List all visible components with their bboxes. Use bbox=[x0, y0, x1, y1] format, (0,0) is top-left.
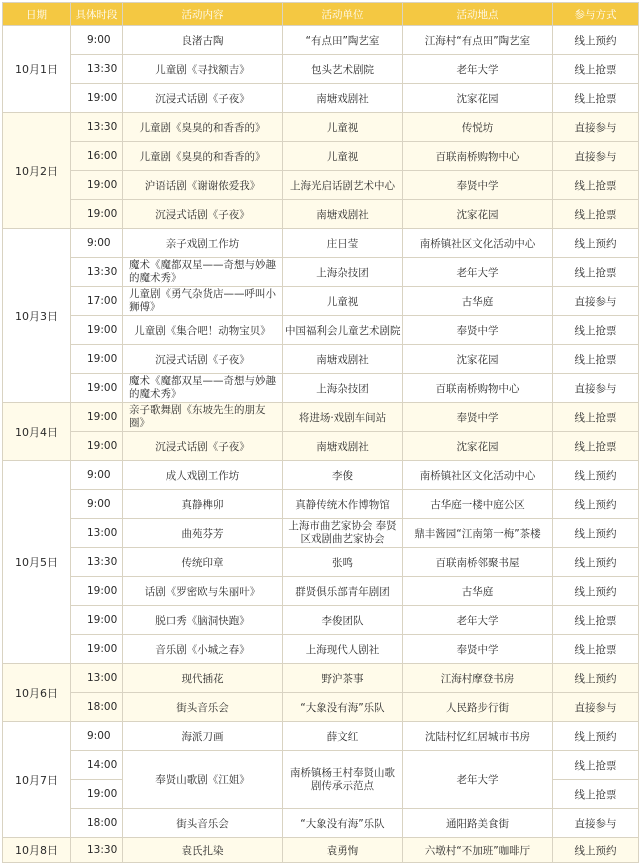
date-cell: 10月3日 bbox=[3, 229, 71, 403]
table-row bbox=[3, 461, 639, 490]
venue-cell: 人民路步行街 bbox=[403, 693, 553, 722]
organizer-cell: 薛文红 bbox=[283, 722, 403, 751]
participation-cell: 线上抢票 bbox=[553, 258, 639, 287]
table-row bbox=[3, 287, 639, 316]
participation-cell: 线上预约 bbox=[553, 664, 639, 693]
participation-cell: 直接参与 bbox=[553, 809, 639, 838]
organizer-cell: 野沪茶事 bbox=[283, 664, 403, 693]
participation-cell: 线上抢票 bbox=[553, 316, 639, 345]
activity-cell: 亲子歌舞剧《东坡先生的朋友圈》 bbox=[123, 403, 283, 432]
table-row bbox=[3, 200, 639, 229]
time-cell: 13:30 bbox=[71, 258, 123, 287]
organizer-cell: 真静传统木作博物馆 bbox=[283, 490, 403, 519]
organizer-cell: 群贤俱乐部青年剧团 bbox=[283, 577, 403, 606]
activity-cell: 音乐剧《小城之春》 bbox=[123, 635, 283, 664]
participation-cell: 线上预约 bbox=[553, 577, 639, 606]
table-row bbox=[3, 142, 639, 171]
activity-cell: 沪语话剧《谢谢侬爱我》 bbox=[123, 171, 283, 200]
organizer-cell: 袁勇恂 bbox=[283, 838, 403, 863]
header-time: 具体时段 bbox=[71, 3, 123, 26]
table-row bbox=[3, 84, 639, 113]
venue-cell: 老年大学 bbox=[403, 751, 553, 809]
participation-cell: 线上预约 bbox=[553, 519, 639, 548]
date-cell: 10月1日 bbox=[3, 26, 71, 113]
header-participation: 参与方式 bbox=[553, 3, 639, 26]
header-date: 日期 bbox=[3, 3, 71, 26]
participation-cell: 线上抢票 bbox=[553, 606, 639, 635]
organizer-cell: “大象没有海”乐队 bbox=[283, 693, 403, 722]
organizer-cell: “有点田”陶艺室 bbox=[283, 26, 403, 55]
time-cell: 9:00 bbox=[71, 722, 123, 751]
time-cell: 19:00 bbox=[71, 577, 123, 606]
venue-cell: 老年大学 bbox=[403, 55, 553, 84]
time-cell: 19:00 bbox=[71, 84, 123, 113]
time-cell: 19:00 bbox=[71, 345, 123, 374]
organizer-cell: 李俊团队 bbox=[283, 606, 403, 635]
time-cell: 19:00 bbox=[71, 171, 123, 200]
venue-cell: 南桥镇社区文化活动中心 bbox=[403, 461, 553, 490]
organizer-cell: 儿童视 bbox=[283, 142, 403, 171]
venue-cell: 江海村摩登书房 bbox=[403, 664, 553, 693]
participation-cell: 直接参与 bbox=[553, 113, 639, 142]
participation-cell: 直接参与 bbox=[553, 693, 639, 722]
activity-cell: 儿童剧《臭臭的和香香的》 bbox=[123, 142, 283, 171]
venue-cell: 百联南桥购物中心 bbox=[403, 374, 553, 403]
time-cell: 13:30 bbox=[71, 113, 123, 142]
table-row bbox=[3, 606, 639, 635]
time-cell: 19:00 bbox=[71, 780, 123, 809]
venue-cell: 传悦坊 bbox=[403, 113, 553, 142]
venue-cell: 百联南桥邻聚书屋 bbox=[403, 548, 553, 577]
activity-cell: 成人戏剧工作坊 bbox=[123, 461, 283, 490]
table-row bbox=[3, 113, 639, 142]
participation-cell: 线上抢票 bbox=[553, 751, 639, 780]
organizer-cell: 上海杂技团 bbox=[283, 258, 403, 287]
venue-cell: 百联南桥购物中心 bbox=[403, 142, 553, 171]
venue-cell: 古华庭一楼中庭公区 bbox=[403, 490, 553, 519]
activity-cell: 沉浸式话剧《子夜》 bbox=[123, 200, 283, 229]
venue-cell: 奉贤中学 bbox=[403, 403, 553, 432]
header-organizer: 活动单位 bbox=[283, 3, 403, 26]
activity-cell: 街头音乐会 bbox=[123, 809, 283, 838]
time-cell: 19:00 bbox=[71, 200, 123, 229]
table-row bbox=[3, 751, 639, 780]
participation-cell: 线上抢票 bbox=[553, 780, 639, 809]
participation-cell: 线上预约 bbox=[553, 722, 639, 751]
participation-cell: 线上抢票 bbox=[553, 432, 639, 461]
table-row bbox=[3, 55, 639, 84]
table-row bbox=[3, 316, 639, 345]
date-cell: 10月7日 bbox=[3, 722, 71, 838]
activity-cell: 魔术《魔都双星——奇想与妙趣的魔术秀》 bbox=[123, 374, 283, 403]
time-cell: 19:00 bbox=[71, 606, 123, 635]
date-cell: 10月8日 bbox=[3, 838, 71, 863]
date-cell: 10月6日 bbox=[3, 664, 71, 722]
table-row bbox=[3, 171, 639, 200]
venue-cell: 古华庭 bbox=[403, 287, 553, 316]
time-cell: 13:30 bbox=[71, 838, 123, 863]
table-row bbox=[3, 664, 639, 693]
organizer-cell: “大象没有海”乐队 bbox=[283, 809, 403, 838]
participation-cell: 直接参与 bbox=[553, 374, 639, 403]
time-cell: 18:00 bbox=[71, 693, 123, 722]
venue-cell: 奉贤中学 bbox=[403, 635, 553, 664]
activity-cell: 真静榫卯 bbox=[123, 490, 283, 519]
organizer-cell: 儿童视 bbox=[283, 113, 403, 142]
participation-cell: 直接参与 bbox=[553, 142, 639, 171]
venue-cell: 南桥镇社区文化活动中心 bbox=[403, 229, 553, 258]
time-cell: 19:00 bbox=[71, 432, 123, 461]
participation-cell: 线上预约 bbox=[553, 26, 639, 55]
organizer-cell: 南塘戏剧社 bbox=[283, 200, 403, 229]
venue-cell: 奉贤中学 bbox=[403, 171, 553, 200]
participation-cell: 直接参与 bbox=[553, 287, 639, 316]
time-cell: 13:30 bbox=[71, 548, 123, 577]
date-cell: 10月2日 bbox=[3, 113, 71, 229]
table-row bbox=[3, 809, 639, 838]
time-cell: 9:00 bbox=[71, 229, 123, 258]
table-row bbox=[3, 693, 639, 722]
venue-cell: 江海村“有点田”陶艺室 bbox=[403, 26, 553, 55]
activity-cell: 现代插花 bbox=[123, 664, 283, 693]
time-cell: 19:00 bbox=[71, 403, 123, 432]
participation-cell: 线上抢票 bbox=[553, 84, 639, 113]
organizer-cell: 儿童视 bbox=[283, 287, 403, 316]
participation-cell: 线上抢票 bbox=[553, 171, 639, 200]
organizer-cell: 南塘戏剧社 bbox=[283, 432, 403, 461]
venue-cell: 沈陆村忆红居城市书房 bbox=[403, 722, 553, 751]
table-row bbox=[3, 258, 639, 287]
time-cell: 17:00 bbox=[71, 287, 123, 316]
organizer-cell: 上海现代人剧社 bbox=[283, 635, 403, 664]
activity-cell: 奉贤山歌剧《江姐》 bbox=[123, 751, 283, 809]
activity-cell: 儿童剧《臭臭的和香香的》 bbox=[123, 113, 283, 142]
activity-cell: 海派刀画 bbox=[123, 722, 283, 751]
organizer-cell: 将进场·戏剧车间站 bbox=[283, 403, 403, 432]
participation-cell: 线上抢票 bbox=[553, 403, 639, 432]
header-activity: 活动内容 bbox=[123, 3, 283, 26]
activity-cell: 沉浸式话剧《子夜》 bbox=[123, 345, 283, 374]
activity-schedule-table bbox=[2, 2, 639, 863]
table-row bbox=[3, 519, 639, 548]
organizer-cell: 张鸣 bbox=[283, 548, 403, 577]
time-cell: 13:00 bbox=[71, 519, 123, 548]
venue-cell: 六墩村“不加班”咖啡厅 bbox=[403, 838, 553, 863]
venue-cell: 老年大学 bbox=[403, 258, 553, 287]
participation-cell: 线上预约 bbox=[553, 490, 639, 519]
organizer-cell: 中国福利会儿童艺术剧院 bbox=[283, 316, 403, 345]
time-cell: 19:00 bbox=[71, 635, 123, 664]
date-cell: 10月5日 bbox=[3, 461, 71, 664]
table-row bbox=[3, 490, 639, 519]
venue-cell: 通阳路美食街 bbox=[403, 809, 553, 838]
time-cell: 19:00 bbox=[71, 316, 123, 345]
organizer-cell: 上海光启话剧艺术中心 bbox=[283, 171, 403, 200]
table-row bbox=[3, 26, 639, 55]
organizer-cell: 上海杂技团 bbox=[283, 374, 403, 403]
organizer-cell: 南塘戏剧社 bbox=[283, 84, 403, 113]
time-cell: 13:30 bbox=[71, 55, 123, 84]
table-row bbox=[3, 374, 639, 403]
table-row bbox=[3, 432, 639, 461]
time-cell: 18:00 bbox=[71, 809, 123, 838]
time-cell: 9:00 bbox=[71, 461, 123, 490]
activity-cell: 脱口秀《脑洞快跑》 bbox=[123, 606, 283, 635]
organizer-cell: 包头艺术剧院 bbox=[283, 55, 403, 84]
activity-cell: 袁氏扎染 bbox=[123, 838, 283, 863]
time-cell: 14:00 bbox=[71, 751, 123, 780]
activity-cell: 儿童剧《集合吧！动物宝贝》 bbox=[123, 316, 283, 345]
activity-cell: 良渚古陶 bbox=[123, 26, 283, 55]
activity-cell: 话剧《罗密欧与朱丽叶》 bbox=[123, 577, 283, 606]
participation-cell: 线上抢票 bbox=[553, 55, 639, 84]
venue-cell: 沈家花园 bbox=[403, 432, 553, 461]
organizer-cell: 南塘戏剧社 bbox=[283, 345, 403, 374]
venue-cell: 老年大学 bbox=[403, 606, 553, 635]
time-cell: 9:00 bbox=[71, 490, 123, 519]
venue-cell: 沈家花园 bbox=[403, 345, 553, 374]
activity-cell: 沉浸式话剧《子夜》 bbox=[123, 432, 283, 461]
venue-cell: 鼎丰酱园“江南第一梅”茶楼 bbox=[403, 519, 553, 548]
participation-cell: 线上预约 bbox=[553, 548, 639, 577]
time-cell: 9:00 bbox=[71, 26, 123, 55]
participation-cell: 线上预约 bbox=[553, 461, 639, 490]
table-row bbox=[3, 345, 639, 374]
participation-cell: 线上抢票 bbox=[553, 345, 639, 374]
venue-cell: 古华庭 bbox=[403, 577, 553, 606]
organizer-cell: 上海市曲艺家协会 奉贤区戏剧曲艺家协会 bbox=[283, 519, 403, 548]
header-row bbox=[3, 3, 639, 26]
time-cell: 16:00 bbox=[71, 142, 123, 171]
table-row bbox=[3, 577, 639, 606]
venue-cell: 沈家花园 bbox=[403, 84, 553, 113]
table-row bbox=[3, 229, 639, 258]
participation-cell: 线上抢票 bbox=[553, 200, 639, 229]
participation-cell: 线上预约 bbox=[553, 229, 639, 258]
activity-cell: 魔术《魔都双星——奇想与妙趣的魔术秀》 bbox=[123, 258, 283, 287]
header-venue: 活动地点 bbox=[403, 3, 553, 26]
table-row bbox=[3, 838, 639, 863]
organizer-cell: 庄日莹 bbox=[283, 229, 403, 258]
activity-cell: 儿童剧《寻找额吉》 bbox=[123, 55, 283, 84]
time-cell: 13:00 bbox=[71, 664, 123, 693]
table-row bbox=[3, 722, 639, 751]
participation-cell: 线上预约 bbox=[553, 838, 639, 863]
organizer-cell: 李俊 bbox=[283, 461, 403, 490]
activity-cell: 传统印章 bbox=[123, 548, 283, 577]
date-cell: 10月4日 bbox=[3, 403, 71, 461]
venue-cell: 沈家花园 bbox=[403, 200, 553, 229]
activity-cell: 亲子戏剧工作坊 bbox=[123, 229, 283, 258]
table-row bbox=[3, 403, 639, 432]
activity-cell: 曲苑芬芳 bbox=[123, 519, 283, 548]
table-row bbox=[3, 548, 639, 577]
time-cell: 19:00 bbox=[71, 374, 123, 403]
activity-cell: 沉浸式话剧《子夜》 bbox=[123, 84, 283, 113]
activity-cell: 街头音乐会 bbox=[123, 693, 283, 722]
organizer-cell: 南桥镇杨王村奉贤山歌剧传承示范点 bbox=[283, 751, 403, 809]
participation-cell: 线上抢票 bbox=[553, 635, 639, 664]
activity-cell: 儿童剧《勇气杂货店——呼叫小狮傅》 bbox=[123, 287, 283, 316]
table-row bbox=[3, 635, 639, 664]
venue-cell: 奉贤中学 bbox=[403, 316, 553, 345]
